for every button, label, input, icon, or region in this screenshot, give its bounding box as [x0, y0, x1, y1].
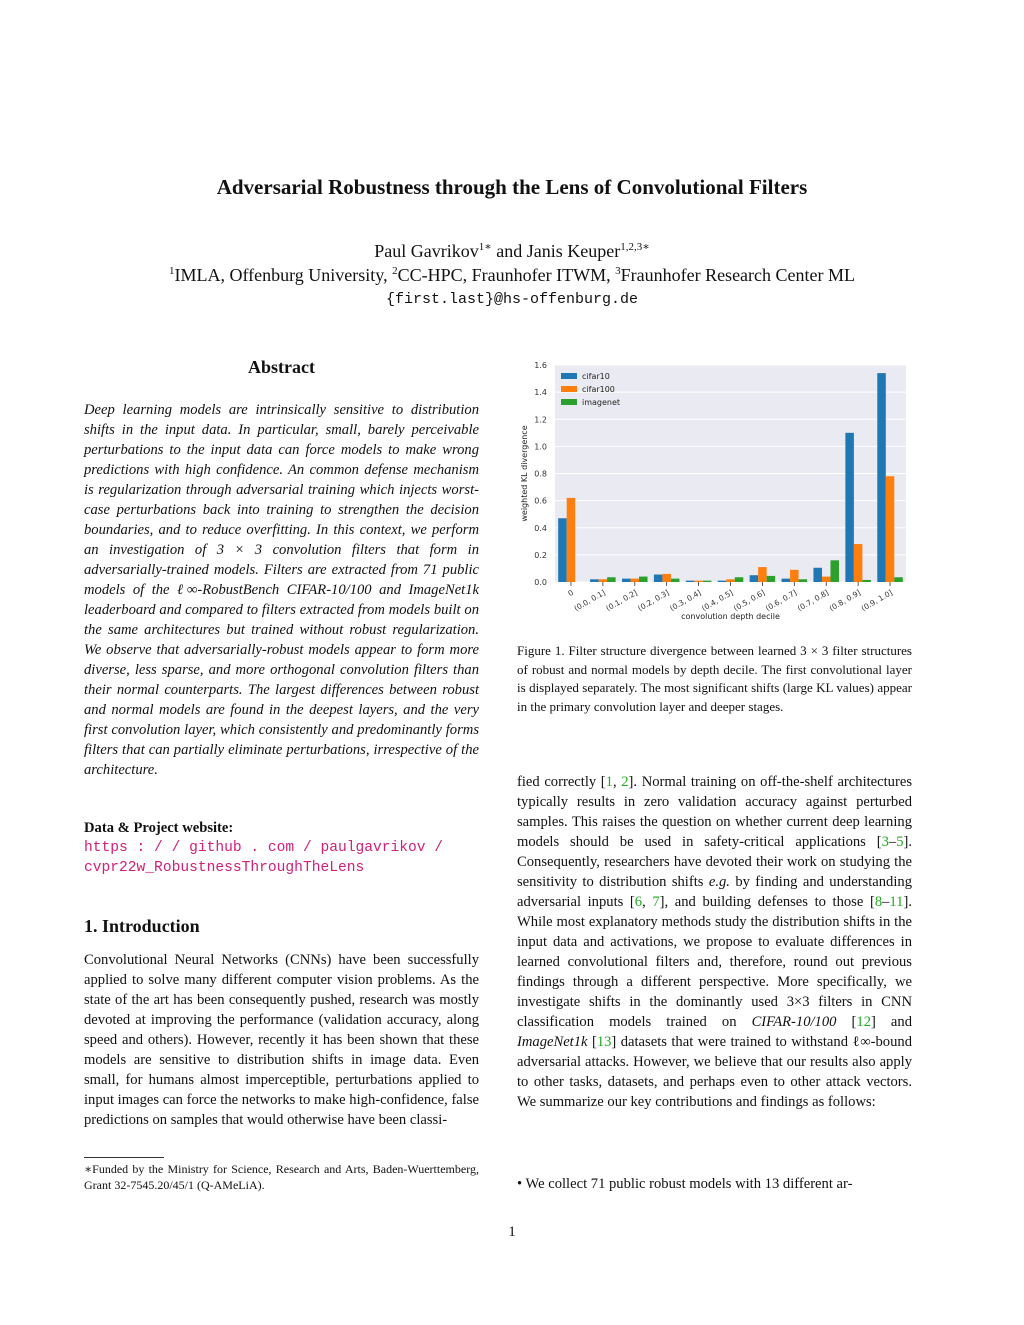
paper-title: Adversarial Robustness through the Lens of Convolutional Filters	[216, 175, 808, 199]
x-tick-label: 0	[566, 587, 575, 599]
legend-swatch-cifar100	[561, 386, 577, 392]
text-run: e.g.	[708, 874, 730, 890]
bar-imagenet	[671, 579, 680, 582]
citation-link[interactable]: 13	[596, 1034, 612, 1050]
y-tick-label: 0.4	[534, 523, 547, 533]
text-run: ,	[612, 774, 622, 790]
kl-divergence-chart	[510, 355, 910, 625]
text-run: –	[888, 834, 897, 850]
text-run: ]. While most explanatory methods study the distribution shifts in the input data and activations, we propose to evaluate differences in learned convolutional filters and, therefore, round out previous findings through a different perspective. More specifically, we investigate shifts in the dominantly used 3×3 filters in CNN classification models trained on	[517, 894, 912, 1030]
contribution-bullet: • We collect 71 public robust models with 13 different ar-	[517, 1176, 853, 1192]
x-tick-label: (0.1, 0.2]	[604, 587, 639, 613]
bar-cifar100	[886, 476, 895, 582]
citation-link[interactable]: 7	[652, 894, 660, 910]
bar-cifar10	[813, 568, 822, 582]
text-run: [	[836, 1014, 857, 1030]
bar-imagenet	[703, 581, 712, 582]
footnote: ∗Funded by the Ministry for Science, Research and Arts, Baden-Wuerttemberg, Grant 32-7545.20/45/1 (Q-AMeLiA).	[84, 1162, 479, 1192]
bar-cifar100	[790, 570, 799, 582]
affiliation: IMLA, Offenburg University,	[174, 265, 393, 285]
bar-cifar100	[631, 579, 640, 582]
project-link-line-2[interactable]: cvpr22w_RobustnessThroughTheLens	[84, 860, 365, 876]
y-tick-label: 1.6	[534, 361, 547, 370]
legend-label-imagenet: imagenet	[582, 398, 621, 407]
affil-sup: 3	[615, 265, 621, 277]
footnote-rule	[84, 1157, 164, 1158]
text-run: [	[587, 1034, 597, 1050]
bar-cifar10	[782, 579, 791, 582]
bar-imagenet	[799, 579, 808, 582]
bar-cifar100	[567, 498, 576, 582]
bar-imagenet	[830, 560, 839, 582]
author-name: Paul Gavrikov	[374, 241, 479, 261]
author-name: Janis Keuper	[526, 241, 621, 261]
author-sup: 1,2,3∗	[620, 241, 650, 253]
x-tick-label: (0.6, 0.7]	[763, 587, 799, 613]
affiliation: Fraunhofer Research Center ML	[620, 265, 856, 285]
bar-imagenet	[735, 577, 744, 582]
bar-cifar100	[662, 574, 671, 582]
legend-label-cifar10: cifar10	[582, 372, 610, 381]
x-tick-label: (0.0, 0.1]	[572, 587, 607, 613]
text-run: ]. Consequently, researchers have devoted their work on studying the sensitivity to distribution shifts	[517, 834, 912, 890]
text-run: by finding and understanding adversarial inputs [	[517, 874, 912, 910]
text-run: ImageNet1k	[517, 1034, 588, 1050]
author-email: {first.last}@hs-offenburg.de	[385, 291, 639, 308]
text-run: CIFAR-10/100	[751, 1014, 837, 1030]
citation-link[interactable]: 6	[634, 894, 643, 910]
affiliation-line	[0, 265, 1024, 286]
y-tick-label: 0.2	[534, 550, 547, 560]
bar-cifar100	[822, 577, 831, 582]
bar-cifar10	[718, 581, 727, 582]
y-tick-label: 0.6	[534, 496, 547, 506]
legend-swatch-imagenet	[561, 399, 577, 405]
x-tick-label: (0.9, 1.0]	[859, 587, 895, 613]
bar-imagenet	[894, 577, 903, 582]
abstract-text: Deep learning models are intrinsically sensitive to distribution shifts in the input data. In particular, small, barely perceivable perturbations to the input data can force models to make wrong predictions with high confidence. An common defense mechanism is regularization through adversarial training which injects worst-case perturbations back into training to strengthen the decision boundaries, and to reduce overfitting. In this context, we perform an investigation of 3 × 3 convolution filters that form in adversarially-trained models. Filters are extracted from 71 public models of the ℓ∞-RobustBench CIFAR-10/100 and ImageNet1k leaderboard and compared to filters extracted from models built on the same architectures but trained without robust regularization. We observe that adversarially-robust models appear to form more diverse, less sparse, and more orthogonal convolution filters than their normal counterparts. The largest differences between robust and normal models are found in the deepest layers, and the very first convolution layer, which consistently and predominantly forms filters that can partially eliminate perturbations, irrespective of the architecture.	[84, 402, 479, 778]
citation-link[interactable]: 3	[881, 834, 889, 850]
text-run: ]. Normal training on off-the-shelf architectures typically results in zero validation accuracy against perturbed samples. This raises the question on whether current deep learning models should be used in safety-critical applications [	[517, 774, 912, 850]
bar-cifar100	[599, 579, 608, 582]
bar-cifar10	[622, 579, 631, 582]
text-run: ,	[642, 894, 653, 910]
bar-cifar100	[854, 544, 863, 582]
right-body-text	[517, 772, 912, 1112]
bar-imagenet	[862, 580, 871, 582]
citation-link[interactable]: 1	[605, 774, 613, 790]
y-tick-label: 0.8	[534, 469, 547, 479]
bar-cifar10	[558, 518, 567, 582]
bar-cifar10	[590, 579, 599, 582]
data-project-label: Data & Project website:	[84, 820, 234, 836]
affiliation: CC-HPC, Fraunhofer ITWM,	[397, 265, 616, 285]
legend-label-cifar100: cifar100	[582, 385, 615, 394]
author-conj: and	[491, 241, 527, 261]
x-tick-label: (0.2, 0.3]	[636, 587, 671, 613]
citation-link[interactable]: 11	[889, 894, 904, 910]
citation-link[interactable]: 2	[621, 774, 629, 790]
bar-imagenet	[767, 576, 776, 582]
intro-text: Convolutional Neural Networks (CNNs) have been successfully applied to solve many different computer vision problems. As the state of the art has been consequently pushed, research was mostly devoted at improving the performance (validation accuracy, along speed and others). However, recently it has been shown that these models are sensitive to distribution shifts in image data. Even small, for humans almost imperceptible, perturbations applied to input images can force the networks to make high-confidence, false predictions on samples that would otherwise have been classi-	[84, 952, 479, 1128]
page-number: 1	[508, 1224, 516, 1240]
intro-heading: 1. Introduction	[84, 916, 200, 936]
bar-cifar10	[845, 433, 854, 582]
y-tick-label: 0.0	[534, 578, 547, 587]
bar-imagenet	[639, 577, 648, 582]
y-tick-label: 1.0	[534, 442, 547, 452]
bar-imagenet	[607, 577, 616, 582]
text-run: ] datasets that were trained to withstand ℓ∞-bound adversarial attacks. However, we believe that our results also apply to other tasks, datasets, and perhaps even to other attack vectors. We summarize our key contributions and findings as follows:	[517, 1034, 912, 1110]
x-tick-label: (0.4, 0.5]	[700, 587, 735, 613]
x-tick-label: (0.3, 0.4]	[668, 587, 703, 613]
citation-link[interactable]: 5	[896, 834, 904, 850]
bar-cifar10	[654, 575, 663, 582]
author-line	[0, 241, 1024, 262]
bar-cifar10	[750, 575, 759, 582]
y-tick-label: 1.4	[534, 388, 547, 398]
legend-swatch-cifar10	[561, 373, 577, 379]
bar-cifar100	[694, 581, 703, 582]
x-tick-label: (0.8, 0.9]	[827, 587, 863, 613]
bar-cifar10	[686, 581, 695, 582]
text-run: –	[882, 894, 890, 910]
bar-cifar100	[758, 567, 767, 582]
figure-caption: Figure 1. Filter structure divergence between learned 3 × 3 filter structures of robust and normal models by depth decile. The first convolutional layer is displayed separately. The most significant shifts (large KL values) appear in the primary convolution layer and deeper stages.	[517, 643, 912, 714]
y-axis-label: weighted KL divergence	[520, 425, 529, 522]
x-tick-label: (0.7, 0.8]	[795, 587, 831, 613]
y-tick-label: 1.2	[534, 415, 547, 425]
author-sup: 1∗	[478, 241, 492, 253]
text-run: fied correctly [	[517, 774, 606, 790]
affil-sup: 1	[168, 265, 175, 277]
project-link-line-1[interactable]: https : / / github . com / paulgavrikov /	[84, 840, 444, 856]
x-tick-label: (0.5, 0.6]	[732, 587, 767, 613]
text-run: ], and building defenses to those [	[659, 894, 875, 910]
text-run: ] and	[870, 1014, 912, 1030]
abstract-heading: Abstract	[248, 357, 315, 377]
bar-cifar100	[726, 579, 735, 582]
x-axis-label: convolution depth decile	[681, 612, 780, 621]
affil-sup: 2	[392, 265, 398, 277]
bar-cifar10	[877, 373, 886, 582]
citation-link[interactable]: 8	[874, 894, 883, 910]
citation-link[interactable]: 12	[856, 1014, 871, 1030]
